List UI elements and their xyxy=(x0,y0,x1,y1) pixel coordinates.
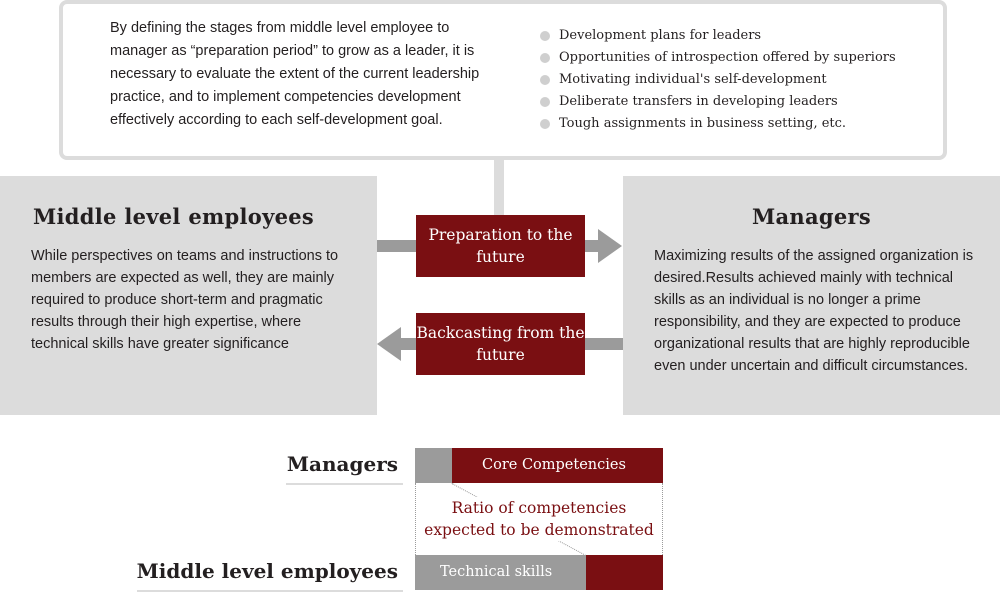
core-competencies-label: Core Competencies xyxy=(482,457,626,473)
list-item-label: Tough assignments in business setting, etc. xyxy=(559,116,847,131)
divider xyxy=(286,483,403,485)
arrow-right-shaft xyxy=(377,240,417,252)
ratio-caption: Ratio of competencies expected to be demonstrated xyxy=(416,497,662,541)
list-item xyxy=(540,91,896,113)
middle-level-panel xyxy=(0,176,377,415)
backcasting-text: Backcasting from the future xyxy=(416,324,585,364)
preparation-text: Preparation to the future xyxy=(428,226,573,266)
preparation-label xyxy=(416,215,585,277)
bullet-icon xyxy=(540,31,550,41)
bullet-icon xyxy=(540,75,550,85)
bullet-icon xyxy=(540,119,550,129)
list-item xyxy=(540,69,896,91)
bullet-icon xyxy=(540,97,550,107)
list-item-label: Development plans for leaders xyxy=(559,28,762,43)
backcasting-label xyxy=(416,313,585,375)
arrow-right-icon xyxy=(598,229,622,263)
middle-core-bar xyxy=(586,555,663,590)
arrow-left-icon xyxy=(377,327,401,361)
managers-title: Managers xyxy=(751,204,872,229)
arrow-left-shaft xyxy=(584,338,623,350)
connector-line xyxy=(494,156,504,216)
middle-level-title: Middle level employees xyxy=(32,204,315,229)
middle-level-description: While perspectives on teams and instructions to members are expected as well, they are mainly required to produce short-term and pragmatic results through their high expertise, where technical skills have greater significance xyxy=(31,248,339,352)
development-measures-list xyxy=(540,25,896,135)
list-item xyxy=(540,47,896,69)
technical-skills-label: Technical skills xyxy=(440,564,553,580)
list-item-label: Deliberate transfers in developing leaders xyxy=(559,94,838,109)
dotted-guide xyxy=(662,483,663,555)
arrow-left-shaft xyxy=(400,338,416,350)
managers-panel xyxy=(623,176,1000,415)
bullet-icon xyxy=(540,53,550,63)
list-item-label: Opportunities of introspection offered by superiors xyxy=(559,50,896,65)
ratio-row-label-middle: Middle level employees xyxy=(136,559,398,583)
managers-technical-bar xyxy=(415,448,452,483)
list-item-label: Motivating individual's self-development xyxy=(559,72,827,87)
preparation-description: By defining the stages from middle level employee to manager as “preparation period” to grow as a leader, it is necessary to evaluate the extent of the current leadership practice, and to implement competencies development effectively according to each self-development goal. xyxy=(110,20,480,128)
ratio-row-label-managers: Managers xyxy=(286,452,398,476)
managers-description: Maximizing results of the assigned organization is desired.Results achieved mainly with technical skills as an individual is no longer a prime responsibility, and they are expected to produce organizational results that are highly reproducible even under uncertain and difficult circumstances. xyxy=(654,248,974,374)
list-item xyxy=(540,25,896,47)
list-item xyxy=(540,113,896,135)
